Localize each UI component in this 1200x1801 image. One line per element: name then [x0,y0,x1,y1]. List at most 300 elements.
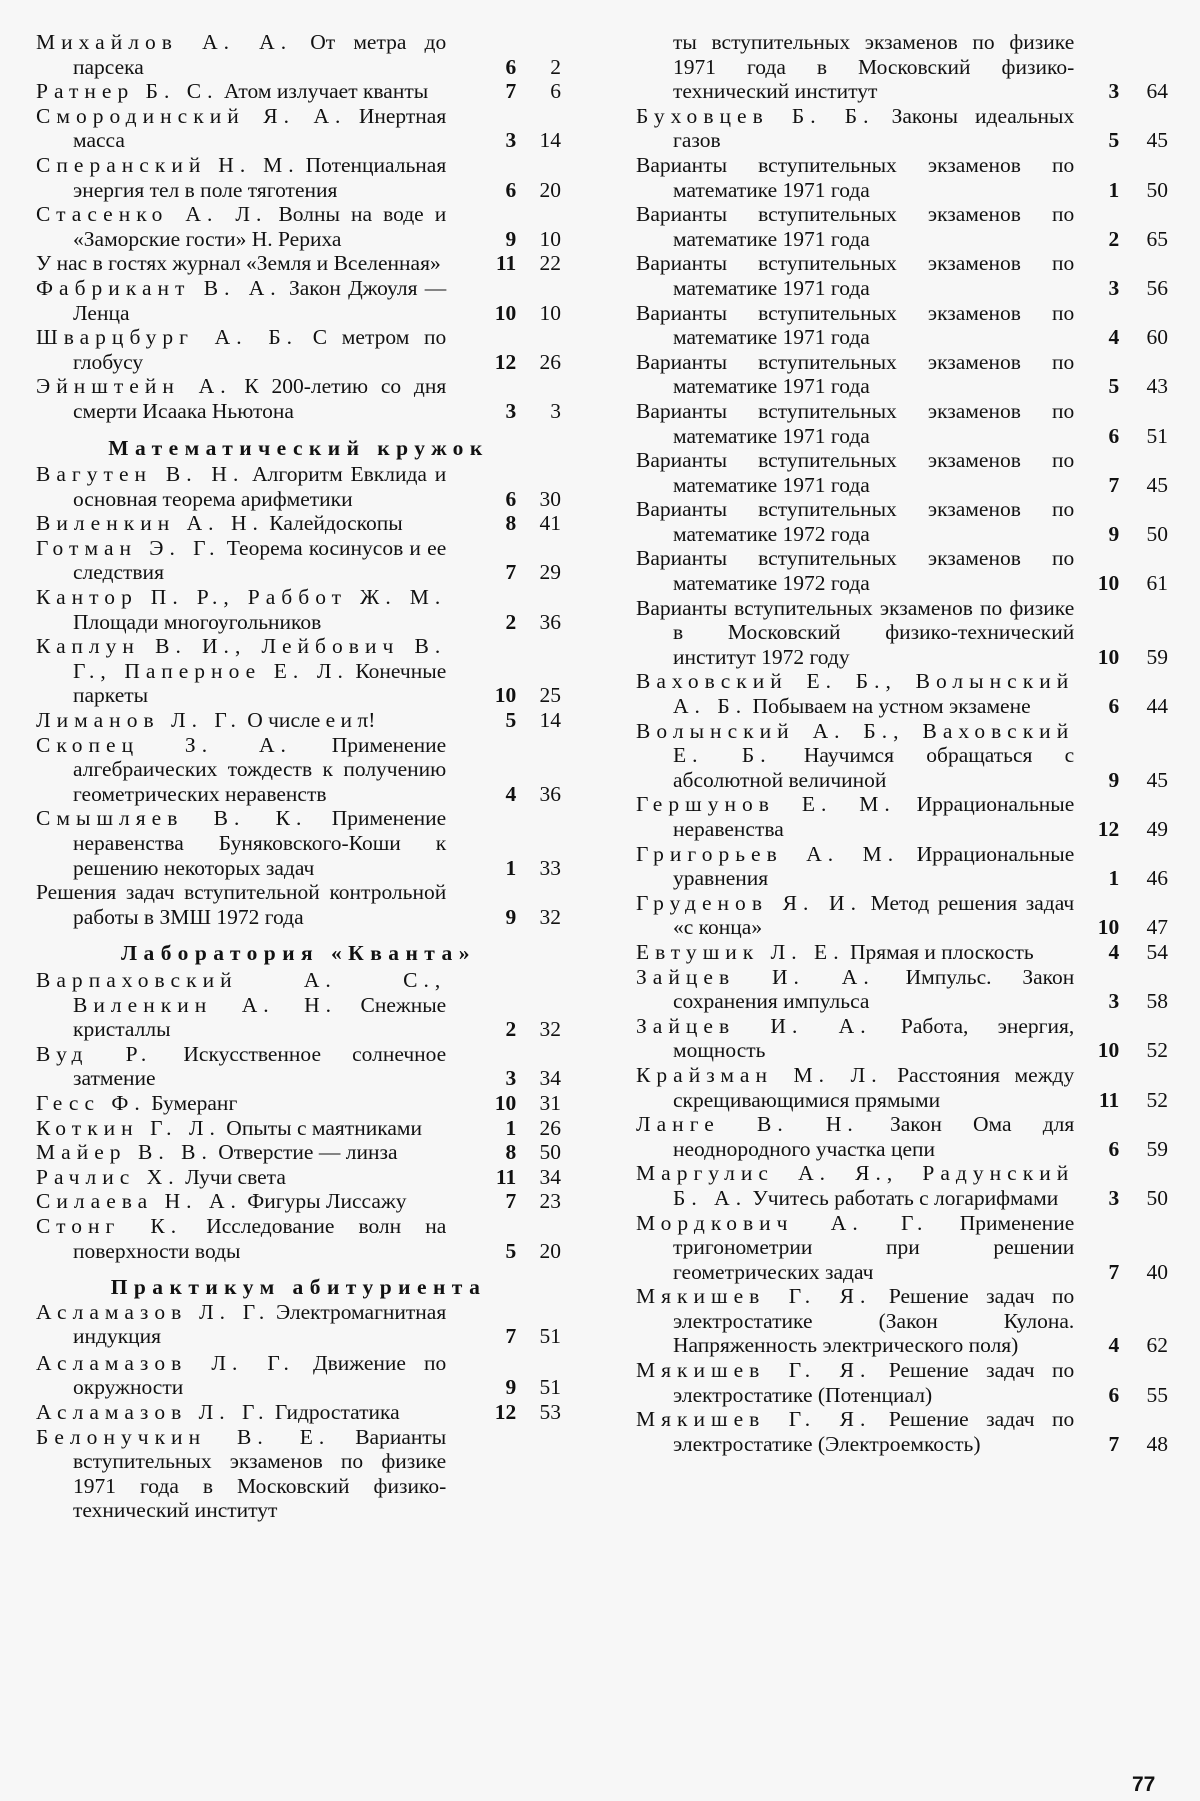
entry-issue: 6 [1108,423,1120,448]
entry-title: Варианты вступительных экзаменов по математике 1971 года [636,202,1075,251]
entry-title: Искусственное солнечное затмение [73,1041,447,1091]
entry-author: Белонучкин В. Е. [36,1424,331,1449]
entry-text [636,891,1074,940]
entry-title: Гидростатика [274,1400,400,1425]
entry-text [36,1400,446,1425]
entry-issue: 3 [1108,1185,1120,1210]
entry-issue: 10 [494,300,517,325]
entry-page: 61 [1146,571,1168,596]
entry-title: Импульс. Закон сохранения импульса [673,964,1075,1014]
entry-title: О числе e и π! [247,708,376,733]
entry-author: Коткин Г. Л. [36,1115,221,1140]
entry-author: Готман Э. Г. [36,535,221,560]
entry-issue: 6 [1108,1382,1120,1407]
entry-title: Применение неравенства Буняковского-Коши к решению некоторых задач [73,806,447,880]
entry-title: Научимся обращаться с абсолютной величиной [673,743,1075,792]
section-heading: Практикум абитуриента [110,1275,487,1300]
index-entry [36,1140,561,1165]
entry-title: Закон Ома для неоднородного участка цепи [673,1112,1075,1161]
entry-issue: 10 [1097,1038,1120,1063]
entry-issue: 9 [505,226,517,251]
entry-page: 31 [539,1090,561,1115]
index-entry [636,30,1168,104]
entry-issue: 5 [1108,128,1120,153]
entry-page: 59 [1146,1136,1168,1161]
entry-issue: 9 [1108,767,1120,792]
index-entry [636,1161,1168,1210]
index-entry [636,251,1168,300]
entry-author: Шварцбург А. Б. [36,325,299,350]
index-entry [636,1211,1168,1285]
index-entry [636,350,1168,399]
entry-page: 45 [1146,128,1168,153]
entry-page: 52 [1146,1087,1168,1112]
entry-text [636,350,1074,399]
entry-text [636,1063,1074,1112]
entry-author: Асламазов Л. Г. [36,1400,270,1425]
entry-title: У нас в гостях журнал «Земля и Вселенная» [36,251,441,276]
index-entry [636,301,1168,350]
entry-author: Стасенко А. Л. [36,202,268,227]
entry-author: Крайзман М. Л. [636,1062,883,1087]
entry-issue: 7 [505,560,517,585]
entry-text [36,79,446,104]
index-entry [36,1091,561,1116]
entry-issue: 12 [1097,817,1120,841]
entry-title: Закон Джоуля — Ленца [73,275,447,325]
entry-author: Гершунов Е. М. [636,792,896,817]
index-entry [36,511,561,536]
entry-text [636,251,1074,300]
entry-page: 50 [1146,1185,1168,1210]
entry-issue: 6 [505,486,517,511]
entry-issue: 5 [505,1238,517,1263]
entry-title: Варианты вступительных экзаменов по физике в Московский физико-технический институт 1972 году [636,595,1075,669]
entry-title: Решение задач по электростатике (Потенциал) [673,1358,1075,1407]
index-entry [36,1400,561,1425]
entry-page: 60 [1146,325,1168,350]
index-entry [36,968,561,1042]
entry-title: Варианты вступительных экзаменов по математике 1971 года [636,349,1075,399]
entry-text [36,1091,446,1116]
entry-author: Смышляев В. К. [36,806,308,831]
entry-page: 55 [1146,1382,1168,1407]
index-entry [36,1300,561,1349]
index-entry [636,1063,1168,1112]
entry-title: ты вступительных экзаменов по физике 1971 года в Московский физико-технический институт [673,30,1075,104]
index-entry [36,153,561,202]
entry-issue: 4 [505,781,517,806]
entry-issue: 11 [495,1164,517,1189]
index-entry [636,1358,1168,1407]
entry-page: 34 [539,1164,561,1189]
entry-title: Варианты вступительных экзаменов по математике 1971 года [636,152,1075,202]
entry-page: 2 [550,54,561,79]
entry-issue: 7 [505,1189,517,1214]
entry-author: Маргулис А. Я., Радунский Б. А. [636,1161,1075,1210]
entry-page: 51 [539,1375,561,1400]
entry-title: Побываем на устном экзамене [752,694,1031,719]
entry-issue: 6 [1108,694,1120,719]
entry-page: 34 [539,1066,561,1091]
entry-issue: 3 [505,1066,517,1091]
entry-author: Смородинский Я. А. [36,103,347,128]
left-column [36,30,561,1523]
entry-issue: 3 [1108,79,1120,104]
entry-author: Стонг К. [36,1213,183,1238]
entry-title: Исследование волн на поверхности воды [73,1213,447,1263]
entry-author: Ратнер Б. С. [36,79,219,104]
entry-text [36,1140,446,1165]
entry-text [636,448,1074,497]
entry-issue: 7 [1108,1259,1120,1284]
entry-author: Рачлис Х. [36,1164,180,1189]
entry-issue: 7 [505,1324,517,1349]
entry-page: 58 [1146,989,1168,1014]
entry-page: 62 [1146,1333,1168,1358]
entry-title: Решения задач вступительной контрольной работы в ЗМШ 1972 года [36,880,447,929]
entry-text [36,276,446,325]
entry-author: Сперанский Н. М. [36,152,300,177]
entry-title: Варианты вступительных экзаменов по математике 1972 года [636,497,1075,546]
entry-author: Зайцев И. А. [636,1013,872,1038]
entry-issue: 1 [505,1115,517,1140]
index-entry [36,806,561,880]
index-entry [636,448,1168,497]
entry-page: 14 [539,128,561,153]
entry-page: 47 [1146,915,1168,940]
entry-issue: 9 [1108,521,1120,546]
entry-page: 22 [539,251,561,276]
section-heading: Математический кружок [108,435,489,460]
entry-text [36,374,446,423]
index-entry [636,792,1168,841]
entry-page: 14 [539,708,561,733]
entry-title: От метра до парсека [73,30,447,79]
entry-text [636,1358,1074,1407]
entry-issue: 6 [505,54,517,79]
entry-text [636,669,1074,718]
index-entry [36,276,561,325]
entry-text [36,536,446,585]
entry-author: Вуд Р. [36,1041,153,1066]
entry-author: Асламазов Л. Г. [36,1350,295,1375]
entry-issue: 4 [1108,939,1120,964]
entry-author: Лиманов Л. Г. [36,708,242,733]
index-entry [636,669,1168,718]
entry-text [36,462,446,511]
entry-title: Прямая и плоскость [849,939,1034,964]
index-entry [636,153,1168,202]
entry-issue: 10 [1097,644,1120,669]
index-entry [636,497,1168,546]
page-number: 77 [1132,1773,1156,1796]
entry-text [636,1284,1074,1358]
entry-text [36,251,446,276]
entry-issue: 12 [494,1400,517,1425]
entry-title: Опыты с маятниками [226,1115,422,1140]
index-entry [36,104,561,153]
index-entry [36,733,561,807]
entry-text [636,399,1074,448]
entry-text [636,719,1074,793]
index-entry [636,546,1168,595]
entry-issue: 10 [1097,571,1120,596]
entry-issue: 10 [1097,915,1120,940]
entry-issue: 6 [505,177,517,202]
entry-page: 50 [1146,521,1168,546]
entry-title: Алгоритм Евклида и основная теорема арифметики [73,462,447,511]
entry-page: 53 [539,1400,561,1425]
index-entry [636,1407,1168,1456]
index-entry [36,462,561,511]
entry-issue: 10 [494,683,517,708]
entry-title: Иррациональные уравнения [673,841,1075,891]
entry-text [636,1407,1074,1456]
index-entry [36,202,561,251]
entry-author: Каплун В. И., Лейбович В. Г., Паперное Е. Л. [36,634,447,683]
entry-author: Майер В. В. [36,1140,213,1165]
entry-title: Варианты вступительных экзаменов по математике 1972 года [636,546,1075,596]
entry-title: Варианты вступительных экзаменов по математике 1971 года [636,300,1075,350]
entry-title: Расстояния между скрещивающимися прямыми [673,1062,1075,1112]
entry-text [36,733,446,807]
entry-issue: 7 [1108,472,1120,497]
entry-title: Иррациональные неравенства [673,792,1075,841]
entry-text [36,1214,446,1263]
index-entry [36,1042,561,1091]
entry-page: 64 [1146,79,1168,104]
entry-title: Снежные кристаллы [73,992,447,1042]
index-entry [36,325,561,374]
entry-author: Евтушик Л. Е. [636,939,845,964]
section-heading: Лаборатория «Кванта» [121,941,476,966]
entry-title: Теорема косинусов и ее следствия [73,535,447,585]
entry-page: 33 [539,855,561,880]
entry-text [636,1014,1074,1063]
entry-text [36,1165,446,1190]
entry-issue: 3 [505,398,517,423]
entry-title: К 200-летию со дня смерти Исаака Ньютона [73,374,447,423]
entry-title: Конечные паркеты [73,658,447,708]
entry-title: С метром по глобусу [73,325,447,374]
entry-title: Учитесь работать с логарифмами [752,1185,1059,1210]
entry-page: 51 [539,1324,561,1349]
entry-issue: 2 [1108,226,1120,251]
entry-page: 45 [1146,472,1168,497]
entry-issue: 1 [1108,177,1120,202]
entry-text [636,792,1074,841]
entry-issue: 11 [495,251,517,276]
entry-text [636,153,1074,202]
entry-page: 10 [539,300,561,325]
index-entry [36,1214,561,1263]
entry-author: Гесс Ф. [36,1090,146,1115]
entry-text [36,634,446,708]
entry-title: Варианты вступительных экзаменов по математике 1971 года [636,398,1075,448]
entry-issue: 10 [494,1090,517,1115]
entry-issue: 3 [505,128,517,153]
entry-issue: 9 [505,904,517,929]
entry-page: 54 [1146,939,1168,964]
entry-issue: 8 [505,1140,517,1165]
entry-page: 46 [1146,866,1168,891]
entry-title: Лучи света [185,1164,286,1189]
entry-page: 52 [1146,1038,1168,1063]
entry-author: Мякишев Г. Я. [636,1284,872,1309]
entry-page: 41 [539,511,561,536]
entry-page: 25 [539,683,561,708]
entry-title: Решение задач по электростатике (Закон Кулона. Напряженность электрического поля) [673,1284,1075,1358]
entry-title: Решение задач по электростатике (Электроемкость) [673,1407,1075,1456]
entry-author: Кантор П. Р., Раббот Ж. М. [36,585,447,610]
entry-text [36,880,446,929]
entry-author: Вагутен В. Н. [36,462,245,487]
entry-text [36,104,446,153]
entry-title: Волны на воде и «Заморские гости» Н. Рериха [73,202,447,251]
entry-page: 65 [1146,226,1168,251]
entry-page: 20 [539,1238,561,1263]
index-entry [36,880,561,929]
entry-page: 45 [1146,767,1168,792]
index-entry [36,708,561,733]
entry-text [36,1425,446,1523]
entry-title: Отверстие — линза [218,1140,398,1165]
entry-issue: 4 [1108,325,1120,350]
entry-title: Потенциальная энергия тел в поле тяготения [73,152,447,202]
entry-title: Площади многоугольников [73,609,322,634]
entry-text [636,202,1074,251]
entry-title: Варианты вступительных экзаменов по физике 1971 года в Московский физико-технический институт [73,1424,447,1523]
entry-text [636,1112,1074,1161]
entry-page: 10 [539,226,561,251]
entry-page: 43 [1146,374,1168,399]
index-entry [636,719,1168,793]
entry-issue: 7 [1108,1431,1120,1456]
entry-text [636,1161,1074,1210]
entry-text [36,325,446,374]
index-entry [36,79,561,104]
entry-author: Григорьев А. М. [636,841,900,866]
entry-author: Буховцев Б. Б. [636,103,875,128]
entry-page: 20 [539,177,561,202]
entry-author: Фабрикант В. А. [36,275,282,300]
entry-page: 23 [539,1189,561,1214]
entry-title: Движение по окружности [73,1350,447,1400]
entry-author: Скопец З. А. [36,732,292,757]
entry-title: Инертная масса [73,103,447,153]
entry-issue: 8 [505,511,517,536]
index-entry [636,940,1168,965]
entry-text [36,708,446,733]
entry-text [636,940,1074,965]
entry-text [36,585,446,634]
entry-issue: 5 [505,708,517,733]
entry-text [36,153,446,202]
entry-issue: 6 [1108,1136,1120,1161]
entry-title: Работа, энергия, мощность [673,1013,1075,1063]
entry-issue: 4 [1108,1333,1120,1358]
entry-text [636,546,1074,595]
entry-text [36,1116,446,1141]
index-entry [36,1351,561,1400]
index-entry [36,1425,561,1523]
index-entry [636,965,1168,1014]
entry-title: Варианты вступительных экзаменов по математике 1971 года [636,448,1075,497]
entry-page: 40 [1146,1259,1168,1284]
entry-issue: 5 [1108,374,1120,399]
index-entry [36,374,561,423]
entry-author: Мякишев Г. Я. [636,1407,872,1432]
entry-text [36,1351,446,1400]
entry-author: Волынский А. Б., Ваховский Е. Б. [636,718,1075,768]
index-entry [36,1189,561,1214]
entry-issue: 2 [505,1017,517,1042]
entry-text [636,30,1074,104]
entry-author: Ланге В. Н. [636,1112,859,1137]
index-entry [36,634,561,708]
entry-page: 59 [1146,644,1168,669]
entry-text [636,301,1074,350]
entry-title: Электромагнитная индукция [73,1299,447,1349]
entry-text [36,968,446,1042]
entry-issue: 2 [505,609,517,634]
entry-text [36,1300,446,1349]
index-entry [636,596,1168,670]
entry-page: 30 [539,486,561,511]
entry-page: 50 [1146,177,1168,202]
entry-author: Зайцев И. А. [636,964,875,989]
entry-text [636,497,1074,546]
entry-author: Груденов Я. И. [636,890,862,915]
entry-issue: 11 [1098,1087,1120,1112]
entry-issue: 7 [505,79,517,104]
index-entry [36,1165,561,1190]
index-entry [636,399,1168,448]
entry-text [36,1042,446,1091]
index-entry [636,842,1168,891]
entry-page: 26 [539,349,561,374]
entry-issue: 12 [494,349,517,374]
index-entry [636,1284,1168,1358]
index-entry [636,1014,1168,1063]
entry-page: 29 [539,560,561,585]
entry-page: 48 [1146,1431,1168,1456]
entry-title: Калейдоскопы [269,511,403,536]
entry-title: Атом излучает кванты [223,79,429,104]
right-column [636,30,1168,1456]
entry-page: 36 [539,781,561,806]
index-entry [36,1116,561,1141]
entry-title: Метод решения задач «с конца» [673,890,1075,940]
entry-page: 6 [550,79,561,104]
index-entry [36,585,561,634]
entry-author: Мякишев Г. Я. [636,1358,872,1383]
entry-author: Михайлов А. А. [36,30,293,54]
entry-author: Виленкин А. Н. [36,511,264,536]
entry-author: Асламазов Л. Г. [36,1299,271,1324]
entry-text [36,202,446,251]
entry-title: Бумеранг [151,1090,238,1115]
entry-page: 3 [550,398,561,423]
entry-text [636,842,1074,891]
entry-title: Законы идеальных газов [673,103,1075,153]
index-entry [636,891,1168,940]
entry-title: Применение тригонометрии при решении геометрических задач [673,1210,1075,1284]
entry-page: 36 [539,609,561,634]
entry-text [36,806,446,880]
index-entry [636,1112,1168,1161]
